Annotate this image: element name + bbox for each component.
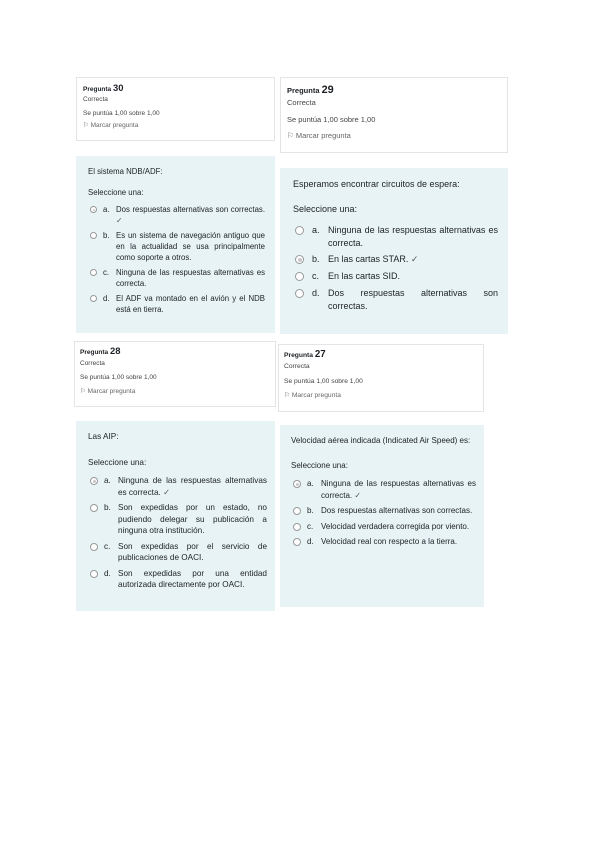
option-text: Dos respuestas alternativas son correctas. [328, 288, 498, 311]
option-text: Son expedidas por un estado, no pudiendo delegar su publicación a ninguna otra institución. [118, 503, 267, 535]
flag-label: Marcar pregunta [87, 387, 136, 395]
flag-icon: ⚐ [80, 387, 86, 395]
option-letter: a. [312, 225, 320, 235]
flag-icon: ⚐ [83, 122, 89, 129]
radio-button[interactable] [293, 538, 301, 546]
question-info-29 [280, 77, 508, 153]
answer-option-d[interactable] [293, 287, 498, 313]
flag-label: Marcar pregunta [90, 122, 139, 129]
question-text-29 [280, 168, 508, 334]
answer-option-a[interactable] [88, 475, 267, 498]
flag-icon: ⚐ [284, 392, 290, 399]
check-icon: ✓ [116, 216, 123, 225]
question-info-27 [278, 344, 484, 412]
option-text [328, 253, 498, 266]
option-letter: d. [307, 537, 314, 546]
option-letter: a. [103, 205, 110, 214]
radio-button[interactable] [90, 477, 98, 485]
answer-option-b[interactable] [293, 253, 498, 266]
select-one-label: Seleccione una: [291, 460, 348, 470]
flag-question-button[interactable] [80, 387, 270, 398]
answer-option-a[interactable] [293, 224, 498, 250]
option-text-value: En las cartas STAR. [328, 254, 409, 264]
answer-option-c[interactable] [88, 267, 265, 289]
flag-label: Marcar pregunta [291, 392, 341, 399]
option-letter: d. [103, 294, 110, 303]
radio-button[interactable] [90, 232, 97, 239]
question-label: Pregunta [83, 86, 112, 93]
option-text: Ninguna de las respuestas alternativas es correcta. [328, 225, 498, 248]
option-text [118, 475, 267, 498]
question-number-value: 28 [109, 345, 121, 356]
answer-option-d[interactable] [291, 536, 476, 548]
question-score: Se puntúa 1,00 sobre 1,00 [284, 378, 363, 385]
question-prompt: Velocidad aérea indicada (Indicated Air Speed) es: [291, 436, 471, 445]
option-text: Es un sistema de navegación antiguo que en la actualidad se usa principalmente como soporte a otros. [116, 231, 265, 262]
answer-option-b[interactable] [88, 502, 267, 537]
option-text [116, 204, 265, 226]
radio-button[interactable] [90, 504, 98, 512]
select-one-label: Seleccione una: [88, 457, 147, 467]
check-icon: ✓ [354, 490, 362, 500]
question-status: Correcta [287, 98, 316, 107]
question-prompt: Las AIP: [88, 432, 119, 441]
radio-button[interactable] [293, 480, 301, 488]
option-letter: c. [307, 521, 314, 531]
question-label: Pregunta [80, 349, 109, 356]
radio-button[interactable] [90, 570, 98, 578]
radio-button[interactable] [295, 226, 304, 235]
option-text: Dos respuestas alternativas son correctas. [321, 506, 473, 515]
flag-question-button[interactable] [284, 390, 478, 401]
question-number [80, 346, 270, 359]
question-status: Correcta [83, 96, 108, 103]
radio-button[interactable] [295, 255, 304, 264]
option-text-value: Ninguna de las respuestas alternativas es correcta. [118, 476, 267, 497]
question-number-value: 30 [112, 82, 124, 93]
question-status: Correcta [284, 363, 310, 370]
option-letter: c. [103, 268, 110, 277]
option-text [321, 478, 476, 501]
question-number [287, 84, 501, 97]
question-info-30 [76, 77, 275, 141]
flag-question-button[interactable] [287, 130, 501, 142]
question-prompt: Esperamos encontrar circuitos de espera: [293, 179, 460, 189]
answer-option-a[interactable] [291, 478, 476, 501]
question-text-27 [280, 425, 484, 607]
option-text-value: Ninguna de las respuestas alternativas es correcta. [321, 479, 476, 500]
answer-option-d[interactable] [88, 293, 265, 315]
radio-button[interactable] [90, 295, 97, 302]
select-one-label: Seleccione una: [88, 188, 144, 197]
answer-option-d[interactable] [88, 568, 267, 591]
radio-button[interactable] [295, 289, 304, 298]
question-text-30 [76, 156, 275, 333]
answer-option-c[interactable] [291, 521, 476, 533]
radio-button[interactable] [90, 206, 97, 213]
question-text-28 [76, 421, 275, 611]
question-score: Se puntúa 1,00 sobre 1,00 [80, 374, 157, 381]
check-icon: ✓ [410, 254, 419, 264]
answer-option-b[interactable] [291, 505, 476, 517]
option-text: El ADF va montado en el avión y el NDB está en tierra. [116, 294, 265, 314]
question-prompt: El sistema NDB/ADF: [88, 167, 163, 176]
option-text: Velocidad verdadera corregida por viento. [321, 521, 470, 531]
answer-option-c[interactable] [88, 541, 267, 564]
question-number [83, 83, 268, 95]
option-letter: c. [312, 271, 320, 281]
option-letter: b. [103, 231, 110, 240]
option-text-value: Dos respuestas alternativas son correctas. [116, 205, 265, 214]
question-number-value: 29 [321, 84, 334, 96]
flag-label: Marcar pregunta [295, 131, 351, 140]
option-letter: b. [312, 254, 320, 264]
radio-button[interactable] [293, 507, 301, 515]
option-letter: d. [312, 288, 320, 298]
radio-button[interactable] [90, 269, 97, 276]
answer-option-a[interactable] [88, 204, 265, 226]
radio-button[interactable] [293, 523, 301, 531]
radio-button[interactable] [90, 543, 98, 551]
option-text: Ninguna de las respuestas alternativas es correcta. [116, 268, 265, 288]
radio-button[interactable] [295, 272, 304, 281]
option-letter: a. [104, 476, 111, 485]
select-one-label: Seleccione una: [293, 204, 358, 214]
question-number [284, 349, 478, 361]
question-info-28 [74, 341, 276, 407]
answer-option-c[interactable] [293, 270, 498, 283]
question-score: Se puntúa 1,00 sobre 1,00 [83, 110, 160, 117]
flag-question-button[interactable] [83, 121, 268, 131]
option-letter: b. [104, 503, 111, 512]
option-letter: b. [307, 506, 314, 515]
option-text: Son expedidas por una entidad autorizada directamente por OACI. [118, 568, 267, 589]
option-text: Velocidad real con respecto a la tierra. [321, 537, 458, 546]
flag-icon: ⚐ [287, 131, 294, 140]
option-letter: c. [104, 541, 111, 551]
option-text: Son expedidas por el servicio de publicaciones de OACI. [118, 541, 267, 562]
option-text: En las cartas SID. [328, 271, 401, 281]
answer-option-b[interactable] [88, 230, 265, 263]
question-score: Se puntúa 1,00 sobre 1,00 [287, 115, 376, 124]
check-icon: ✓ [163, 487, 170, 497]
question-label: Pregunta [287, 86, 320, 95]
question-number-value: 27 [314, 349, 326, 360]
option-letter: a. [307, 479, 314, 488]
question-status: Correcta [80, 359, 105, 367]
option-letter: d. [104, 568, 111, 578]
question-label: Pregunta [284, 352, 313, 359]
